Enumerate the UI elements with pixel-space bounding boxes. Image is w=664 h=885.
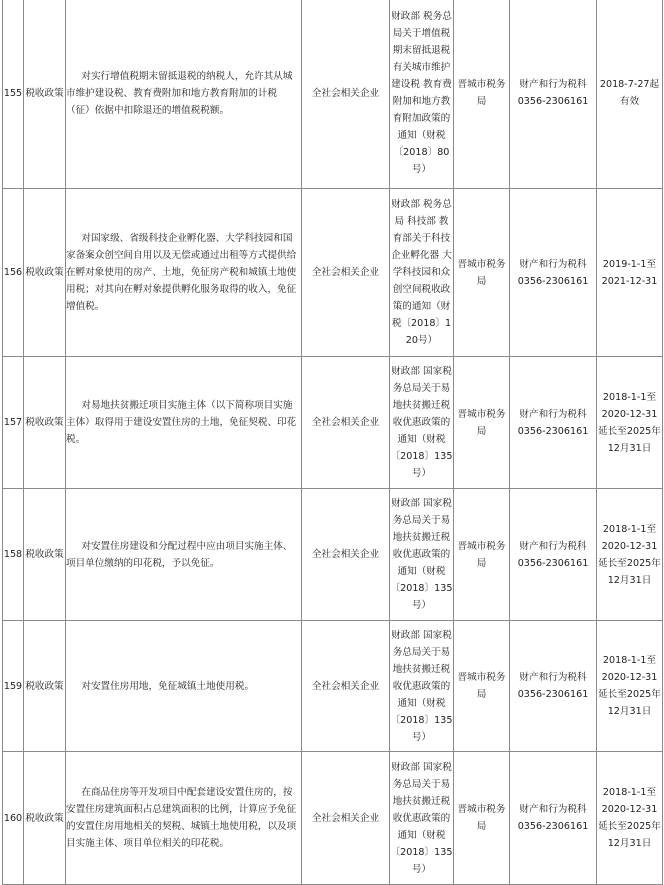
policy-content: 对实行增值税期末留抵退税的纳税人，允许其从城市维护建设税、教育费附加和地方教育附加的计税（征）依据中扣除退还的增值税税额。	[66, 0, 302, 189]
policy-basis: 财政部 国家税务总局关于易地扶贫搬迁税收优惠政策的通知（财税〔2018〕135号）	[390, 357, 454, 489]
applicable-scope: 全社会相关企业	[302, 189, 390, 357]
row-number: 160	[3, 752, 24, 885]
applicable-scope: 全社会相关企业	[302, 489, 390, 621]
table-row	[3, 621, 663, 752]
validity-term: 2018-1-1至2020-12-31 延长至2025年12月31日	[597, 489, 663, 621]
row-number: 158	[3, 489, 24, 621]
applicable-scope: 全社会相关企业	[302, 0, 390, 189]
contact-info: 财产和行为税科 0356-2306161	[510, 0, 597, 189]
policy-type: 税收政策	[24, 189, 66, 357]
row-number: 155	[3, 0, 24, 189]
table-row	[3, 189, 663, 357]
policy-basis: 财政部 国家税务总局关于易地扶贫搬迁税收优惠政策的通知（财税〔2018〕135号）	[390, 489, 454, 621]
contact-info: 财产和行为税科 0356-2306161	[510, 357, 597, 489]
policy-type: 税收政策	[24, 357, 66, 489]
validity-term: 2018-1-1至2020-12-31 延长至2025年12月31日	[597, 752, 663, 885]
responsible-org: 晋城市税务局	[454, 621, 510, 752]
row-number: 156	[3, 189, 24, 357]
validity-term: 2019-1-1至2021-12-31	[597, 189, 663, 357]
applicable-scope: 全社会相关企业	[302, 357, 390, 489]
responsible-org: 晋城市税务局	[454, 189, 510, 357]
policy-basis: 财政部 国家税务总局关于易地扶贫搬迁税收优惠政策的通知（财税〔2018〕135号）	[390, 621, 454, 752]
row-number: 159	[3, 621, 24, 752]
table-row	[3, 489, 663, 621]
responsible-org: 晋城市税务局	[454, 0, 510, 189]
applicable-scope: 全社会相关企业	[302, 621, 390, 752]
contact-info: 财产和行为税科 0356-2306161	[510, 752, 597, 885]
policy-type: 税收政策	[24, 0, 66, 189]
applicable-scope: 全社会相关企业	[302, 752, 390, 885]
contact-info: 财产和行为税科 0356-2306161	[510, 621, 597, 752]
policy-content: 对国家级、省级科技企业孵化器、大学科技园和国家备案众创空间自用以及无偿或通过出租等方式提供给在孵对象使用的房产、土地，免征房产税和城镇土地使用税；对其向在孵对象提供孵化服务取得的收入，免征增值税。	[66, 189, 302, 357]
responsible-org: 晋城市税务局	[454, 752, 510, 885]
table-row	[3, 357, 663, 489]
contact-info: 财产和行为税科 0356-2306161	[510, 189, 597, 357]
row-number: 157	[3, 357, 24, 489]
table-row	[3, 0, 663, 189]
policy-type: 税收政策	[24, 752, 66, 885]
policy-type: 税收政策	[24, 621, 66, 752]
policy-basis: 财政部 国家税务总局关于易地扶贫搬迁税收优惠政策的通知（财税〔2018〕135号）	[390, 752, 454, 885]
table-row	[3, 752, 663, 885]
responsible-org: 晋城市税务局	[454, 357, 510, 489]
validity-term: 2018-1-1至2020-12-31 延长至2025年12月31日	[597, 357, 663, 489]
responsible-org: 晋城市税务局	[454, 489, 510, 621]
policy-content: 对安置住房用地，免征城镇土地使用税。	[66, 621, 302, 752]
policy-content: 对安置住房建设和分配过程中应由项目实施主体、项目单位缴纳的印花税，予以免征。	[66, 489, 302, 621]
policy-basis: 财政部 税务总局 科技部 教育部关于科技企业孵化器 大学科技园和众创空间税收政策的通知（财税〔2018〕120号）	[390, 189, 454, 357]
validity-term: 2018-7-27起有效	[597, 0, 663, 189]
validity-term: 2018-1-1至2020-12-31 延长至2025年12月31日	[597, 621, 663, 752]
policy-type: 税收政策	[24, 489, 66, 621]
policy-content: 在商品住房等开发项目中配套建设安置住房的，按安置住房建筑面积占总建筑面积的比例，计算应予免征的安置住房用地相关的契税、城镇土地使用税，以及项目实施主体、项目单位相关的印花税。	[66, 752, 302, 885]
contact-info: 财产和行为税科 0356-2306161	[510, 489, 597, 621]
policy-table	[2, 0, 663, 885]
policy-content: 对易地扶贫搬迁项目实施主体（以下简称项目实施主体）取得用于建设安置住房的土地，免征契税、印花税。	[66, 357, 302, 489]
policy-basis: 财政部 税务总局关于增值税期末留抵退税有关城市维护建设税 教育费附加和地方教育附加政策的通知（财税〔2018〕80号）	[390, 0, 454, 189]
